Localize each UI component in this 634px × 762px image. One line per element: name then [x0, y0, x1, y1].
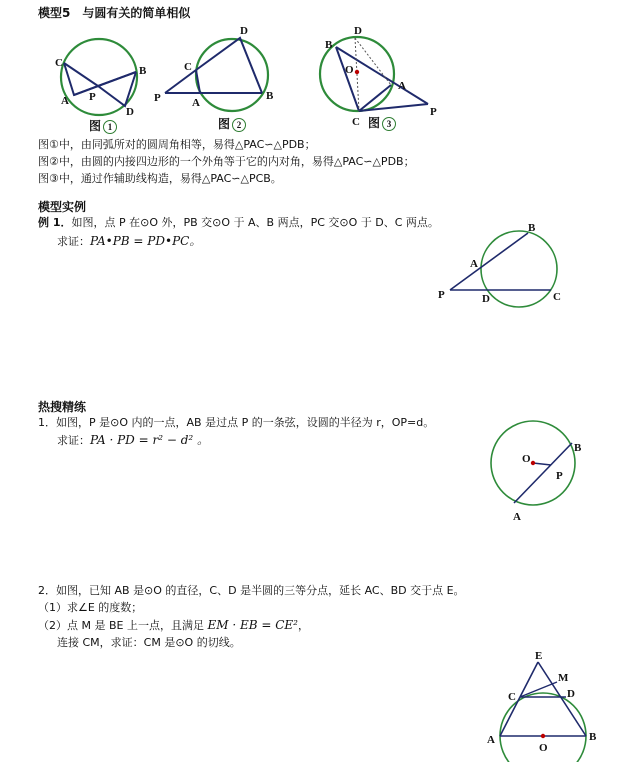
fig3-label-d: D	[354, 25, 362, 37]
q1-label-b: B	[574, 442, 582, 454]
q2-label-e: E	[535, 650, 543, 662]
fig2-label-c: C	[184, 61, 192, 73]
q2-label-c: C	[508, 691, 516, 703]
fig3-label-p: P	[430, 106, 437, 118]
q1-label-p: P	[556, 470, 563, 482]
fig1-label-p: P	[89, 91, 96, 103]
q2-label-d: D	[567, 688, 575, 700]
q1-label-a: A	[513, 511, 521, 523]
fig1-label-b: B	[139, 65, 147, 77]
example-prove: 求证：PA•PB = PD•PC。	[57, 234, 202, 248]
fig3-label-o: O	[345, 64, 354, 76]
q1-label-o: O	[522, 453, 531, 465]
fig2-label-d: D	[240, 25, 248, 37]
ex-label-a: A	[470, 258, 478, 270]
fig3-label-a: A	[398, 80, 406, 92]
q2-label-m: M	[558, 672, 569, 684]
fig2-label-b: B	[266, 90, 274, 102]
practice-heading: 热搜精练	[38, 400, 87, 414]
example-statement: 例 1．如图，点 P 在⊙O 外，PB 交⊙O 于 A、B 两点，PC 交⊙O 于 D、C 两点。	[38, 216, 439, 229]
fig3-label-b: B	[325, 39, 333, 51]
practice-q1-text: 1．如图，P 是⊙O 内的一点，AB 是过点 P 的一条弦，设圆的半径为 r，OP=d。	[38, 416, 435, 429]
fig1-label-c: C	[55, 57, 63, 69]
q2-label-o: O	[539, 742, 548, 754]
note-2: 图②中，由圆的内接四边形的一个外角等于它的内对角，易得△PAC∽△PDB；	[38, 155, 415, 168]
example-heading: 模型实例	[38, 200, 87, 214]
fig1-label-a: A	[61, 95, 69, 107]
ex-label-c: C	[553, 291, 561, 303]
practice-q2-part2-line2: 连接 CM，求证：CM 是⊙O 的切线。	[57, 636, 241, 649]
fig1-label-d: D	[126, 106, 134, 118]
ex-label-b: B	[528, 222, 536, 234]
practice-q2-part2: （2）点 M 是 BE 上一点，且满足 EM · EB = CE²，	[38, 618, 309, 632]
fig3-caption: 图 3	[368, 114, 396, 131]
fig1-caption: 图 1	[89, 117, 117, 134]
fig3-label-c: C	[352, 116, 360, 128]
fig2-label-a: A	[192, 97, 200, 109]
ex-label-d: D	[482, 293, 490, 305]
note-3: 图③中，通过作辅助线构造，易得△PAC∽△PCB。	[38, 172, 282, 185]
practice-q2-text: 2．如图，已知 AB 是⊙O 的直径，C、D 是半圆的三等分点，延长 AC、BD 交于点 E。	[38, 584, 465, 597]
ex-label-p: P	[438, 289, 445, 301]
section-title: 模型5 与圆有关的简单相似	[38, 6, 191, 20]
fig2-caption: 图 2	[218, 115, 246, 132]
practice-q2-part1: （1）求∠E 的度数；	[38, 601, 143, 614]
q2-label-a: A	[487, 734, 495, 746]
practice-q1-prove: 求证：PA · PD = r² − d² 。	[57, 433, 209, 447]
note-1: 图①中，由同弧所对的圆周角相等，易得△PAC∽△PDB；	[38, 138, 316, 151]
fig2-label-p: P	[154, 92, 161, 104]
q2-label-b: B	[589, 731, 597, 743]
